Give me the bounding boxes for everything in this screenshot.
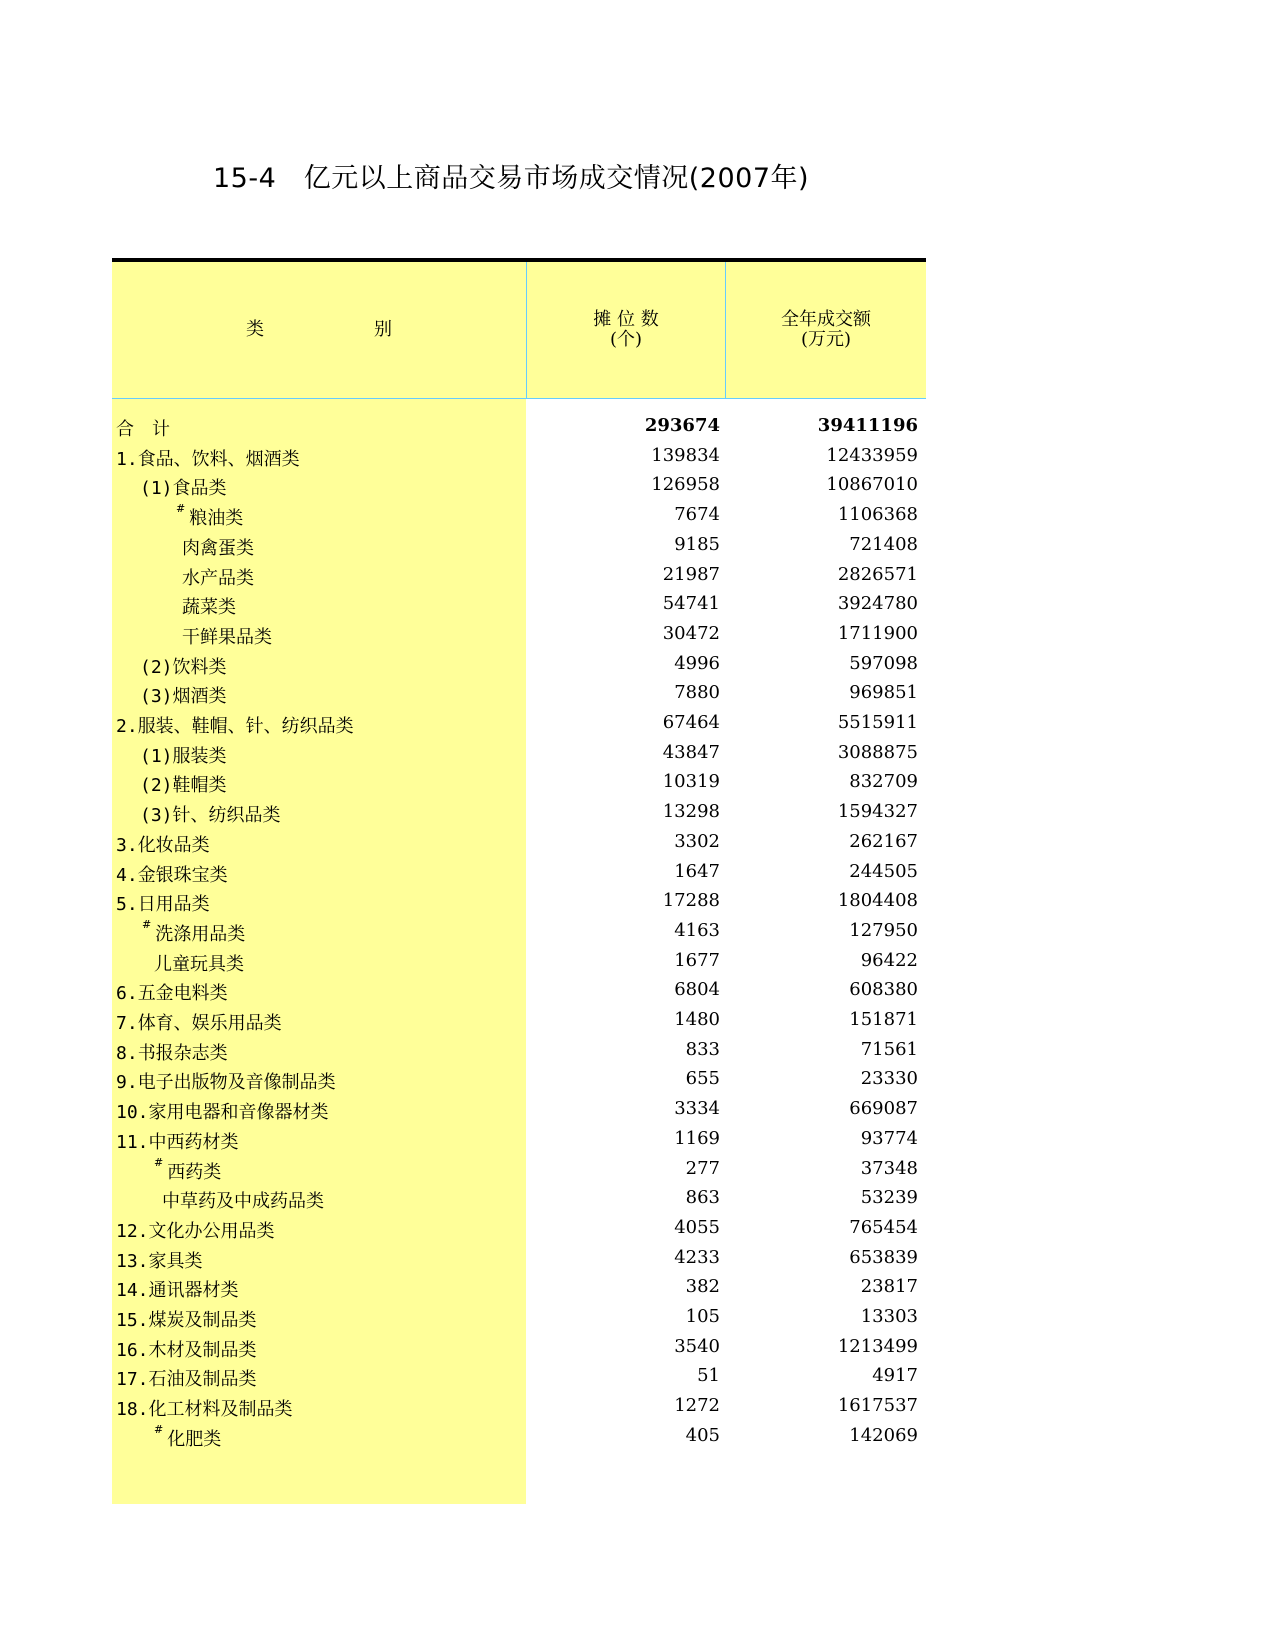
row-label: 金银珠宝类: [137, 864, 228, 886]
header-stalls-unit: (个): [609, 329, 643, 350]
table-row: [112, 767, 926, 798]
row-category: [116, 861, 228, 887]
row-label: 食品类: [172, 478, 227, 500]
row-category: [116, 1009, 282, 1035]
row-mark: #: [154, 1422, 164, 1436]
row-label: 化工材料及制品类: [148, 1399, 293, 1421]
row-label: 粮油类: [189, 508, 244, 530]
table-row: [112, 619, 926, 650]
row-amount: 3924780: [837, 593, 918, 615]
row-stalls: 7674: [674, 504, 720, 526]
header-amount: [726, 262, 926, 399]
row-number: (3): [140, 686, 173, 708]
row-stalls: 105: [685, 1306, 720, 1327]
row-mark: #: [142, 917, 152, 931]
table-row: [112, 560, 926, 591]
row-amount: 1213499: [837, 1335, 918, 1357]
row-label: 合 计: [116, 419, 170, 440]
row-label: 体育、娱乐用品类: [137, 1013, 282, 1034]
row-number: 8.: [116, 1042, 138, 1064]
page-title: 15-4 亿元以上商品交易市场成交情况(2007年): [213, 163, 810, 194]
row-number: 4.: [116, 864, 138, 886]
row-category: [140, 742, 227, 768]
row-label: 肉禽蛋类: [182, 537, 254, 559]
table-row: [112, 1213, 926, 1244]
table-row: [112, 441, 926, 472]
row-category: [140, 771, 227, 797]
row-number: 1.: [116, 448, 138, 470]
header-stalls: [527, 262, 726, 399]
row-category: [182, 593, 236, 619]
row-number: (1): [140, 745, 173, 767]
row-category: [116, 1395, 293, 1421]
row-label: 家具类: [148, 1250, 203, 1272]
row-stalls: 382: [685, 1276, 720, 1298]
table-row: [112, 1064, 926, 1095]
row-category: [116, 415, 170, 441]
row-amount: 669087: [849, 1098, 918, 1120]
row-stalls: 43847: [662, 741, 720, 763]
row-label: 服装、鞋帽、针、纺织品类: [137, 716, 354, 737]
row-stalls: 51: [697, 1365, 720, 1387]
row-label: 西药类: [167, 1161, 222, 1183]
row-amount: 832709: [849, 771, 918, 793]
header-category-char-1: 类: [246, 319, 264, 340]
row-category: [154, 1155, 222, 1184]
row-category: [116, 890, 210, 916]
row-stalls: 863: [685, 1187, 720, 1209]
row-label: 儿童玩具类: [154, 953, 244, 975]
row-amount: 127950: [849, 919, 918, 941]
row-category: [140, 474, 227, 500]
row-amount: 597098: [849, 652, 918, 674]
table-row: [112, 916, 926, 947]
row-number: 13.: [116, 1250, 149, 1272]
table-row: [112, 946, 926, 977]
row-stalls: 21987: [662, 563, 720, 585]
header-stalls-label: 摊 位 数: [593, 309, 659, 330]
row-category: [116, 712, 354, 738]
table-row: [112, 1124, 926, 1155]
table-row: [112, 1154, 926, 1185]
table-row: [112, 530, 926, 561]
row-number: 15.: [116, 1310, 149, 1331]
row-amount: 1804408: [837, 890, 918, 912]
row-stalls: 833: [685, 1038, 720, 1060]
row-stalls: 293674: [644, 415, 720, 436]
table-row: [112, 1302, 926, 1333]
row-amount: 2826571: [837, 563, 918, 585]
row-stalls: 4233: [674, 1246, 720, 1268]
row-mark: #: [154, 1155, 164, 1169]
row-stalls: 1272: [674, 1395, 720, 1417]
row-category: [182, 534, 254, 560]
row-label: 石油及制品类: [148, 1369, 257, 1391]
row-amount: 608380: [849, 979, 918, 1001]
row-amount: 10867010: [826, 474, 918, 496]
table-row: [112, 708, 926, 739]
row-category: [116, 1365, 257, 1391]
header-category: [112, 262, 527, 399]
row-category: [116, 1098, 329, 1124]
row-category: [154, 950, 244, 976]
row-category: [176, 504, 243, 530]
row-amount: 142069: [849, 1424, 918, 1446]
row-number: 10.: [116, 1102, 149, 1124]
row-label: 食品、饮料、烟酒类: [137, 448, 300, 470]
row-stalls: 4163: [674, 919, 720, 941]
row-category: [140, 653, 227, 679]
row-label: 烟酒类: [172, 686, 227, 708]
row-category: [116, 979, 228, 1005]
row-stalls: 3540: [674, 1335, 720, 1357]
table-row: [112, 1272, 926, 1303]
row-label: 中草药及中成药品类: [162, 1191, 324, 1213]
row-category: [162, 1187, 324, 1213]
row-stalls: 1480: [674, 1009, 720, 1030]
row-label: 服装类: [172, 745, 227, 767]
row-number: 9.: [116, 1072, 138, 1094]
table-row: [112, 1361, 926, 1392]
row-number: (2): [140, 656, 173, 678]
table-row: [112, 738, 926, 769]
header-amount-unit: (万元): [800, 329, 852, 350]
row-amount: 1617537: [837, 1395, 918, 1417]
row-amount: 1711900: [837, 622, 918, 644]
row-amount: 93774: [860, 1127, 918, 1149]
row-amount: 244505: [849, 860, 918, 882]
row-amount: 4917: [872, 1365, 918, 1387]
row-label: 水产品类: [182, 567, 254, 589]
row-label: 化妆品类: [137, 834, 210, 856]
row-amount: 151871: [849, 1009, 918, 1030]
row-label: 日用品类: [137, 894, 210, 916]
row-label: 文化办公用品类: [148, 1220, 275, 1242]
row-amount: 262167: [849, 830, 918, 852]
header-category-char-2: 别: [374, 319, 392, 340]
row-amount: 3088875: [837, 741, 918, 763]
row-stalls: 1647: [674, 860, 720, 882]
row-category: [140, 682, 227, 708]
row-number: 6.: [116, 983, 138, 1005]
row-stalls: 139834: [651, 444, 720, 466]
row-label: 化肥类: [167, 1428, 222, 1450]
row-amount: 1106368: [837, 504, 918, 526]
row-label: 鞋帽类: [172, 775, 227, 797]
row-category: [116, 1306, 257, 1332]
row-stalls: 655: [685, 1068, 720, 1090]
row-amount: 12433959: [826, 444, 918, 466]
row-category: [116, 445, 300, 471]
row-stalls: 4996: [674, 652, 720, 674]
row-amount: 23817: [860, 1276, 918, 1298]
row-amount: 765454: [849, 1216, 918, 1238]
table-row: [112, 886, 926, 917]
row-label: 木材及制品类: [148, 1339, 257, 1361]
row-amount: 721408: [849, 533, 918, 555]
row-amount: 96422: [860, 949, 918, 971]
row-category: [116, 1068, 336, 1094]
row-category: [116, 1336, 257, 1362]
table-row: [112, 589, 926, 620]
row-category: [140, 801, 281, 827]
row-number: (3): [140, 805, 173, 827]
table-row: [112, 649, 926, 680]
row-stalls: 277: [685, 1157, 720, 1179]
row-mark: #: [176, 502, 186, 516]
row-stalls: 54741: [662, 593, 720, 615]
header-amount-label: 全年成交额: [781, 309, 871, 330]
table-row: [112, 827, 926, 858]
row-label: 蔬菜类: [182, 597, 236, 619]
row-stalls: 3334: [674, 1098, 720, 1120]
table-row: [112, 411, 926, 442]
row-category: [142, 917, 246, 946]
row-stalls: 405: [685, 1424, 720, 1446]
row-category: [116, 1128, 239, 1154]
table-row: [112, 857, 926, 888]
row-stalls: 1677: [674, 949, 720, 971]
row-label: 五金电料类: [137, 983, 228, 1005]
row-stalls: 67464: [662, 712, 720, 733]
row-amount: 23330: [860, 1068, 918, 1090]
table-row: [112, 1005, 926, 1036]
row-label: 电子出版物及音像制品类: [137, 1072, 336, 1094]
row-stalls: 17288: [662, 890, 720, 912]
row-number: 2.: [116, 716, 138, 737]
row-amount: 1594327: [837, 801, 918, 823]
table-row: [112, 678, 926, 709]
row-stalls: 6804: [674, 979, 720, 1001]
table-row: [112, 1183, 926, 1214]
row-amount: 5515911: [837, 712, 918, 733]
row-number: 14.: [116, 1280, 149, 1302]
row-category: [182, 623, 272, 649]
row-number: 16.: [116, 1339, 149, 1361]
row-number: 3.: [116, 834, 138, 856]
row-stalls: 4055: [674, 1216, 720, 1238]
row-stalls: 9185: [674, 533, 720, 555]
row-category: [154, 1422, 222, 1451]
table-row: [112, 1094, 926, 1125]
row-stalls: 30472: [662, 622, 720, 644]
table-row: [112, 1035, 926, 1066]
row-number: (2): [140, 775, 173, 797]
row-label: 煤炭及制品类: [148, 1310, 257, 1331]
table-row: [112, 797, 926, 828]
row-number: (1): [140, 478, 173, 500]
row-stalls: 7880: [674, 682, 720, 704]
row-stalls: 13298: [662, 801, 720, 823]
row-label: 书报杂志类: [137, 1042, 228, 1064]
row-stalls: 126958: [651, 474, 720, 496]
row-category: [182, 564, 254, 590]
row-category: [116, 1247, 203, 1273]
row-number: 12.: [116, 1220, 149, 1242]
row-amount: 71561: [860, 1038, 918, 1060]
row-stalls: 3302: [674, 830, 720, 852]
row-stalls: 10319: [662, 771, 720, 793]
row-amount: 13303: [860, 1306, 918, 1327]
row-number: 11.: [116, 1131, 149, 1153]
table-row: [112, 1332, 926, 1363]
table-row: [112, 975, 926, 1006]
row-label: 干鲜果品类: [182, 626, 272, 648]
row-amount: 37348: [860, 1157, 918, 1179]
row-amount: 969851: [849, 682, 918, 704]
row-amount: 53239: [860, 1187, 918, 1209]
table-row: [112, 470, 926, 501]
row-number: 17.: [116, 1369, 149, 1391]
row-category: [116, 1276, 239, 1302]
row-category: [116, 1217, 275, 1243]
row-category: [116, 831, 210, 857]
row-label: 针、纺织品类: [172, 805, 281, 827]
row-category: [116, 1039, 228, 1065]
row-label: 中西药材类: [148, 1131, 239, 1153]
row-number: 18.: [116, 1399, 149, 1421]
table-row: [112, 1421, 926, 1452]
table-row: [112, 500, 926, 531]
table-row: [112, 1391, 926, 1422]
row-label: 家用电器和音像器材类: [148, 1102, 329, 1124]
row-label: 洗涤用品类: [155, 923, 246, 945]
row-amount: 39411196: [817, 415, 918, 436]
row-label: 饮料类: [172, 656, 227, 678]
row-amount: 653839: [849, 1246, 918, 1268]
row-label: 通讯器材类: [148, 1280, 239, 1302]
row-stalls: 1169: [674, 1127, 720, 1149]
row-number: 7.: [116, 1013, 138, 1034]
row-number: 5.: [116, 894, 138, 916]
table-row: [112, 1243, 926, 1274]
